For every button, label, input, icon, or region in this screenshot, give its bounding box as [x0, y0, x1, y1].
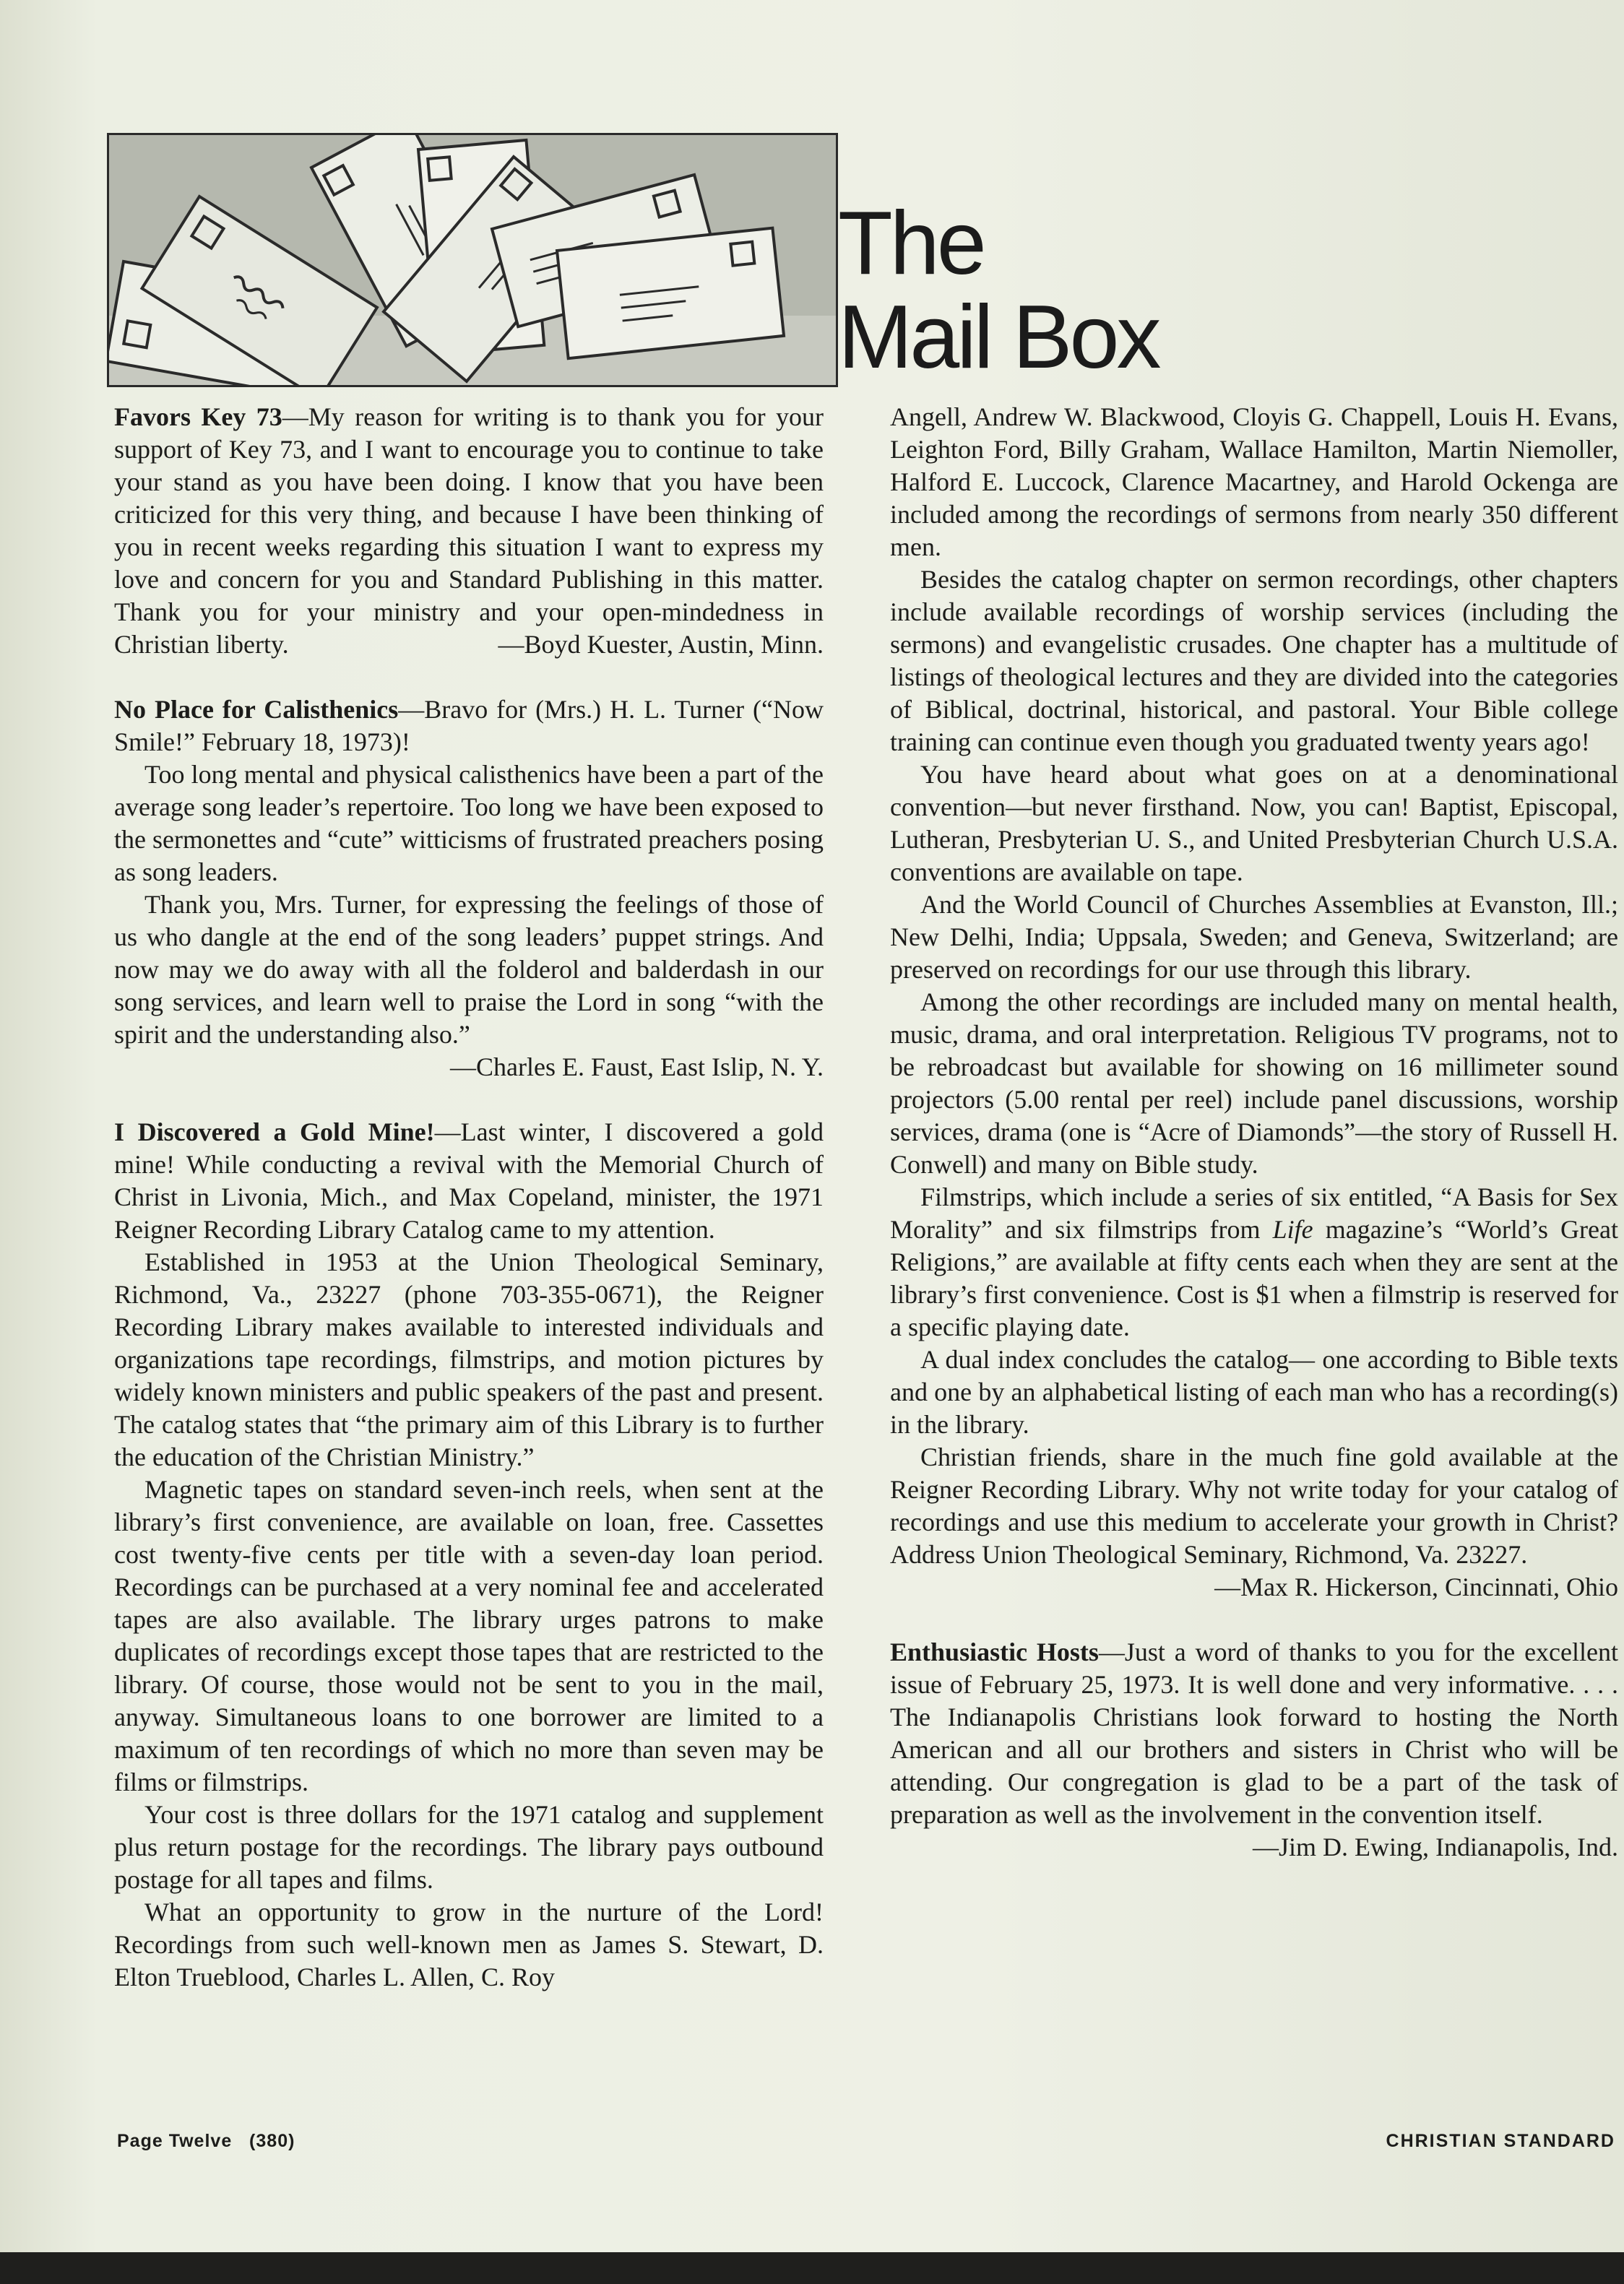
letter-heading: Favors Key 73	[114, 402, 282, 431]
letter-paragraph: Too long mental and physical calisthenics have been a part of the average song leader’s repertoire. Too long we have been exposed to the sermonettes and “cute” witticisms of frustrated preachers posing as song leaders.	[114, 760, 824, 886]
letter-paragraph: Enthusiastic Hosts—Just a word of thanks to you for the excellent issue of February 25, 1973. It is well done and very informative. . . . The Indianapolis Christians look forward to hosting the North American and all our brothers and sisters in Christ who will be attending. Our congregation is glad to be a part of the task of preparation as well as the involvement in the convention itself.	[890, 1638, 1618, 1829]
letter-signature: —Boyd Kuester, Austin, Minn.	[498, 630, 824, 659]
masthead-title-line1: The	[838, 194, 984, 293]
letter-signature: —Jim D. Ewing, Indianapolis, Ind.	[1253, 1833, 1618, 1861]
page-number: Page Twelve (380)	[117, 2131, 295, 2151]
masthead-title-line2: Mail Box	[838, 287, 1159, 387]
letter-paragraph: Magnetic tapes on standard seven-inch reels, when sent at the library’s first convenience, are available on loan, free. Cassettes cost twenty-five cents per title with a seven-day loan period. Recordings can be purchased at a very nominal fee and accelerated tapes are also available. The library urges patrons to make duplicates of recordings except those tapes that are restricted to the library. Of course, those would not be sent to you in the mail, anyway. Simultaneous loans to one borrower are limited to a maximum of ten recordings of which no more than seven may be films or filmstrips.	[114, 1475, 824, 1796]
scan-edge	[0, 2252, 1624, 2284]
publication-name: CHRISTIAN STANDARD	[1386, 2131, 1615, 2151]
letter-signature: —Max R. Hickerson, Cincinnati, Ohio	[1214, 1573, 1618, 1601]
letter-paragraph: And the World Council of Churches Assemblies at Evanston, Ill.; New Delhi, India; Uppsala, Sweden; and Geneva, Switzerland; are preserved on recordings for our use through this library.	[890, 890, 1618, 984]
letter-signature: —Charles E. Faust, East Islip, N. Y.	[450, 1052, 824, 1081]
letter-heading: I Discovered a Gold Mine!	[114, 1117, 435, 1146]
letter-paragraph: I Discovered a Gold Mine!—Last winter, I discovered a gold mine! While conducting a revival with the Memorial Church of Christ in Livonia, Mich., and Max Copeland, minister, the 1971 Reigner Recording Library Catalog came to my attention.	[114, 1117, 824, 1244]
letter-paragraph: Established in 1953 at the Union Theological Seminary, Richmond, Va., 23227 (phone 703-355-0671), the Reigner Recording Library makes available to interested individuals and organizations tape recordings, filmstrips, and motion pictures by widely known ministers and public speakers of the past and present. The catalog states that “the primary aim of this Library is to further the education of the Christian Ministry.”	[114, 1247, 824, 1471]
letter-paragraph: Angell, Andrew W. Blackwood, Cloyis G. Chappell, Louis H. Evans, Leighton Ford, Billy Graham, Wallace Hamilton, Martin Niemoller, Halford E. Luccock, Clarence Macartney, and Harold Ockenga are included among the recordings of sermons from nearly 350 different men.	[890, 402, 1618, 561]
letter-paragraph: Filmstrips, which include a series of six entitled, “A Basis for Sex Morality” and six filmstrips from Life magazine’s “World’s Great Religions,” are available at fifty cents each when they are sent at the library’s first convenience. Cost is $1 when a filmstrip is reserved for a specific playing date.	[890, 1182, 1619, 1341]
letter-heading: No Place for Calisthenics	[114, 695, 399, 724]
envelopes-icon	[109, 135, 836, 385]
right-column	[890, 401, 1618, 1864]
letter-paragraph: You have heard about what goes on at a denominational convention—but never firsthand. Now, you can! Baptist, Episcopal, Lutheran, Presbyterian U. S., and United Presbyterian Church U.S.A. conventions are available on tape.	[890, 760, 1618, 886]
envelopes-illustration	[107, 133, 838, 387]
letter-paragraph: No Place for Calisthenics—Bravo for (Mrs.) H. L. Turner (“Now Smile!” February 18, 1973)!	[114, 695, 824, 756]
letter-paragraph: Christian friends, share in the much fine gold available at the Reigner Recording Library. Why not write today for your catalog of recordings and use this medium to accelerate your growth in Christ? Address Union Theological Seminary, Richmond, Va. 23227.	[890, 1442, 1618, 1569]
letter-paragraph: Thank you, Mrs. Turner, for expressing the feelings of those of us who dangle at the end of the song leaders’ puppet strings. And now may we do away with all the folderol and balderdash in our song services, and learn well to praise the Lord in song “with the spirit and the understanding also.” —Charles E. Faust, East Islip, N. Y.	[114, 888, 824, 1051]
letter-paragraph: Favors Key 73—My reason for writing is to thank you for your support of Key 73, and I want to encourage you to continue to take your stand as you have been doing. I know that you have been criticized for this very thing, and because I have been thinking of you in recent weeks regarding this situation I want to express my love and concern for you and Standard Publishing in this matter. Thank you for your ministry and your open-mindedness in Christian liberty. —Boyd Kuester, Austin, Minn.	[114, 401, 824, 661]
letter-heading: Enthusiastic Hosts	[890, 1638, 1099, 1666]
letter-paragraph: Among the other recordings are included many on mental health, music, drama, and oral interpretation. Religious TV programs, not to be rebroadcast but available for showing on 16 millimeter sound projectors (5.00 rental per reel) include panel discussions, worship services, drama (one is “Acre of Diamonds”—the story of Russell H. Conwell) and many on Bible study.	[890, 987, 1618, 1179]
letter-paragraph: A dual index concludes the catalog— one according to Bible texts and one by an alphabetical listing of each man who has a recording(s) in the library.	[890, 1345, 1618, 1439]
letter-paragraph: Besides the catalog chapter on sermon recordings, other chapters include available recordings of worship services (including the sermons) and evangelistic crusades. One chapter has a multitude of listings of theological lectures and they are divided into the categories of Biblical, doctrinal, historical, and pastoral. Your Bible college training can continue even though you graduated twenty years ago!	[890, 565, 1618, 756]
letter-paragraph: What an opportunity to grow in the nurture of the Lord! Recordings from such well-known men as James S. Stewart, D. Elton Trueblood, Charles L. Allen, C. Roy	[114, 1898, 824, 1991]
left-column	[114, 401, 824, 1994]
letter-paragraph: Your cost is three dollars for the 1971 catalog and supplement plus return postage for the recordings. The library pays outbound postage for all tapes and films.	[114, 1800, 824, 1894]
magazine-title: Life	[1272, 1215, 1313, 1244]
